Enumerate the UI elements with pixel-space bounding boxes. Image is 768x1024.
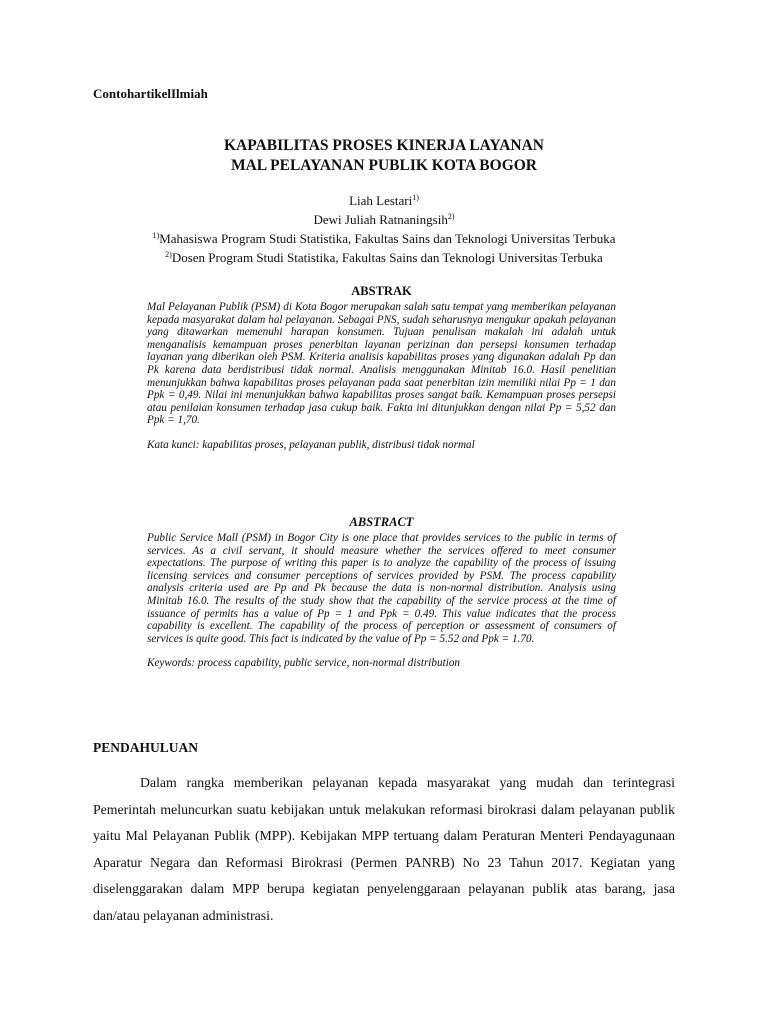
abstract-heading: ABSTRACT xyxy=(349,515,414,529)
title-line-2: MAL PELAYANAN PUBLIK KOTA BOGOR xyxy=(230,157,538,174)
author-block xyxy=(0,190,768,266)
body-paragraph: Dalam rangka memberikan pelayanan kepada masyarakat yang mudah dan terintegrasi Pemerintah meluncurkan suatu kebijakan untuk melakukan reformasi birokrasi dalam pelayanan publik yaitu Mal Pelayanan Publik (MPP). Kebijakan MPP tertuang dalam Peraturan Menteri Pendayagunaan Aparatur Negara dan Reformasi Birokrasi (Permen PANRB) No 23 Tahun 2017. Kegiatan yang diselenggarakan dalam MPP berupa kegiatan penyelenggaraan pelayanan publik atas barang, jasa dan/atau pelayanan administrasi. xyxy=(93,775,675,923)
abstract-section xyxy=(147,515,616,670)
header-label: ContohartikelIlmiah xyxy=(93,86,208,101)
affiliation-text: Dosen Program Studi Statistika, Fakultas Sains dan Teknologi Universitas Terbuka xyxy=(171,250,603,265)
abstrak-keywords: Kata kunci: kapabilitas proses, pelayanan publik, distribusi tidak normal xyxy=(147,438,475,451)
section-heading: PENDAHULUAN xyxy=(93,740,199,755)
title-line-1: KAPABILITAS PROSES KINERJA LAYANAN xyxy=(224,137,544,154)
abstract-text: Public Service Mall (PSM) in Bogor City is one place that provides services to the public in terms of services. As a civil servant, it should measure whether the services offered to meet consumer expectations. The purpose of writing this paper is to analyze the capability of the process of issuing licensing services and consumer perceptions of services provided by PSM. The process capability analysis criteria used are Pp and Pk because the data is non-normal distribution. Analysis using Minitab 16.0. The results of the study show that the capability of the service process at the time of issuance of permits has a value of Pp = 1 and Ppk = 0.49. This value indicates that the process capability is excellent. The capability of the process of perception or assessment of consumers of services is quite good. This fact is indicated by the value of Pp = 5.52 and Ppk = 1.70. xyxy=(147,532,616,645)
author-2 xyxy=(0,209,768,228)
affiliation-sup: 1) xyxy=(152,231,160,240)
abstract-keywords: Keywords: process capability, public service, non-normal distribution xyxy=(147,657,461,670)
affiliation-sup: 2) xyxy=(165,250,172,259)
author-sup: 2) xyxy=(447,212,455,221)
author-name: Liah Lestari xyxy=(349,193,413,208)
abstrak-section xyxy=(147,284,616,452)
abstrak-text: Mal Pelayanan Publik (PSM) di Kota Bogor merupakan salah satu tempat yang memberikan pelayanan kepada masyarakat dalam hal pelayanan. Sebagai PNS, sudah seharusnya mengukur apakah pelayanan yang ditawarkan memenuhi harapan konsumen. Tujuan penulisan makalah ini adalah untuk menganalisis kemampuan proses penerbitan layanan perizinan dan persepsi konsumen terhadap layanan yang diberikan oleh PSM. Kriteria analisis kapabilitas proses yang digunakan adalah Pp dan Pk karena data berdistribusi tidak normal. Analisis menggunakan Minitab 16.0. Hasil penelitian menunjukkan bahwa kapabilitas proses pelayanan pada saat penerbitan izin memiliki nilai Pp = 1 dan Ppk = 0,49. Nilai ini menunjukkan bahwa kapabilitas proses sangat baik. Kemampuan proses persepsi atau penilaian konsumen terhadap jasa cukup baik. Fakta ini ditunjukkan dengan nilai Pp = 5,52 dan Ppk = 1,70. xyxy=(147,301,616,427)
author-1 xyxy=(0,190,768,209)
author-sup: 1) xyxy=(412,193,419,202)
paper-title xyxy=(0,136,768,176)
abstrak-heading: ABSTRAK xyxy=(351,284,412,298)
author-name: Dewi Juliah Ratnaningsih xyxy=(313,212,448,227)
affiliation-2 xyxy=(0,247,768,266)
affiliation-text: Mahasiswa Program Studi Statistika, Fakultas Sains dan Teknologi Universitas Terbuka xyxy=(159,231,616,246)
affiliation-1 xyxy=(0,228,768,247)
